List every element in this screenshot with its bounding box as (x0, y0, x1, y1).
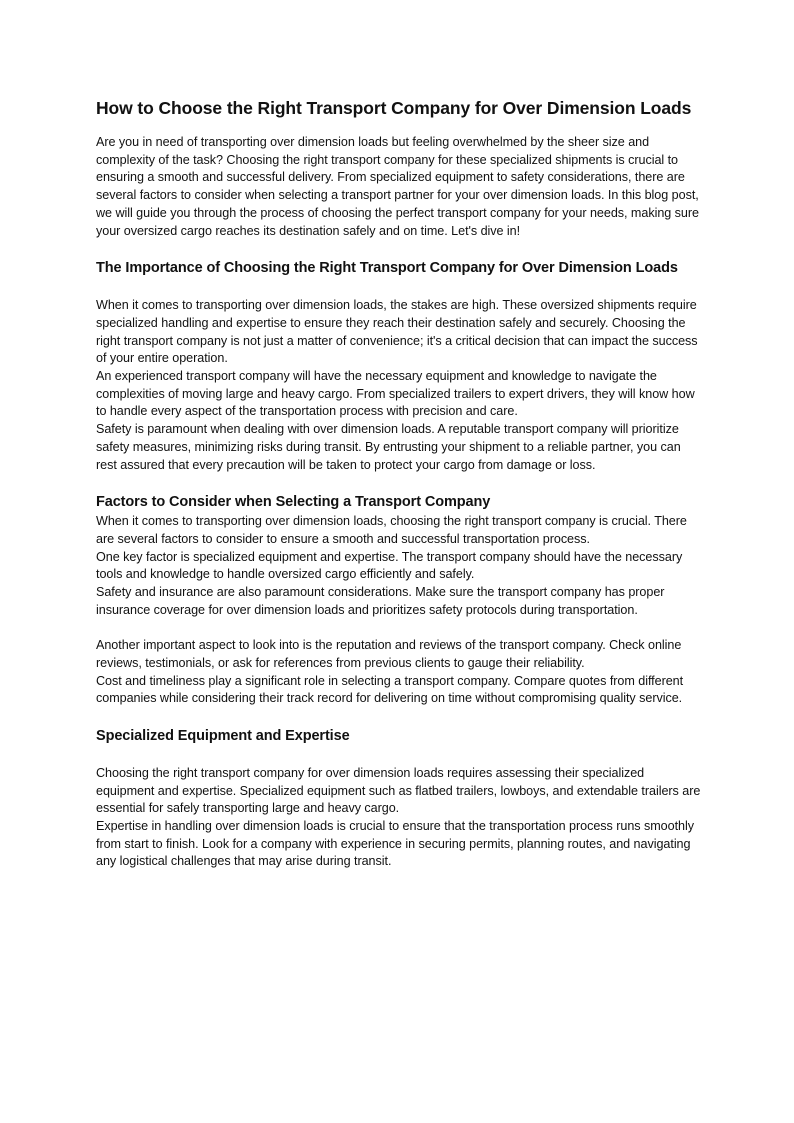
section-heading: Factors to Consider when Selecting a Transport Company (96, 494, 491, 511)
paragraph: Safety and insurance are also paramount considerations. Make sure the transport company has proper insurance coverage for over dimension loads and prioritizes safety protocols during transportation. (96, 585, 665, 617)
section-heading: Specialized Equipment and Expertise (96, 727, 350, 744)
section-factors (96, 492, 702, 708)
document-page (96, 96, 702, 889)
paragraph: Another important aspect to look into is the reputation and reviews of the transport company. Check online reviews, testimonials, or ask for references from previous clients to gauge their reliability. (96, 638, 682, 670)
paragraph: Safety is paramount when dealing with over dimension loads. A reputable transport company will prioritize safety measures, minimizing risks during transit. By entrusting your shipment to a reliable partner, you can rest assured that every precaution will be taken to protect your cargo from damage or loss. (96, 422, 681, 472)
paragraph: When it comes to transporting over dimension loads, choosing the right transport company is crucial. There are several factors to consider to ensure a smooth and successful transportation process. (96, 514, 687, 546)
paragraph-spacer (96, 619, 702, 637)
paragraph: Cost and timeliness play a significant role in selecting a transport company. Compare quotes from different companies while considering their track record for delivering on time without compromising quality service. (96, 673, 684, 706)
section-importance (96, 258, 702, 474)
paragraph: Choosing the right transport company for over dimension loads requires assessing their specialized equipment and expertise. Specialized equipment such as flatbed trailers, lowboys, and extendable trailers are essential for safely transporting large and heavy cargo. (96, 765, 701, 816)
paragraph: When it comes to transporting over dimension loads, the stakes are high. These oversized shipments require specialized handling and expertise to ensure they reach their destination safely and securely. Choosing the right transport company is not just a matter of convenience; it's a critical decision that can impact the success of your entire operation. (96, 298, 698, 366)
section-heading: The Importance of Choosing the Right Transport Company for Over Dimension Loads (96, 260, 678, 277)
section-equipment (96, 726, 702, 871)
intro-paragraph: Are you in need of transporting over dimension loads but feeling overwhelmed by the sheer size and complexity of the task? Choosing the right transport company for these specialized shipments is crucial to ensuring a smooth and successful delivery. From specialized equipment to safety considerations, there are several factors to consider when selecting a transport partner for your over dimension loads. In this blog post, we will guide you through the process of choosing the perfect transport company for your needs, making sure your oversized cargo reaches its destination safely and on time. Let's dive in! (96, 135, 699, 238)
paragraph: One key factor is specialized equipment and expertise. The transport company should have the necessary tools and knowledge to handle oversized cargo efficiently and safely. (96, 549, 683, 582)
paragraph: An experienced transport company will have the necessary equipment and knowledge to navigate the complexities of moving large and heavy cargo. From specialized trailers to expert drivers, they will know how to handle every aspect of the transportation process with precision and care. (96, 369, 695, 419)
paragraph: Expertise in handling over dimension loads is crucial to ensure that the transportation process runs smoothly from start to finish. Look for a company with experience in securing permits, planning routes, and navigating any logistical challenges that may arise during transit. (96, 819, 694, 869)
page-title: How to Choose the Right Transport Company for Over Dimension Loads (96, 98, 692, 118)
